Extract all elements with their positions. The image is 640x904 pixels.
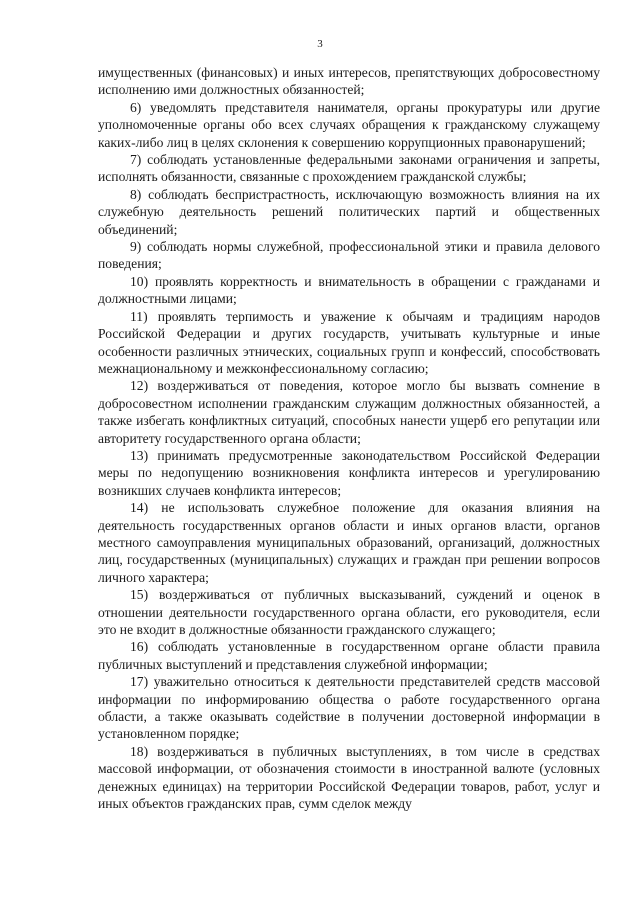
paragraph-item-13: 13) принимать предусмотренные законодательством Российской Федерации меры по недопущению возникновения конфликта интересов и урегулированию возникших случаев конфликта интересов; [98,447,600,498]
document-body [98,64,600,812]
paragraph-item-14: 14) не использовать служебное положение для оказания влияния на деятельность государственных органов области и иных органов власти, органов местного самоуправления муниципальных образований, организаций, должностных лиц, государственных (муниципальных) служащих и граждан при решении вопросов личного характера; [98,500,600,585]
paragraph-item-6: 6) уведомлять представителя нанимателя, органы прокуратуры или другие уполномоченные органы обо всех случаях обращения к гражданскому служащему каких-либо лиц в целях склонения к совершению коррупционных правонарушений; [98,99,600,150]
paragraph-item-16: 16) соблюдать установленные в государственном органе области правила публичных выступлений и представления служебной информации; [98,639,600,672]
paragraph-item-15: 15) воздерживаться от публичных высказываний, суждений и оценок в отношении деятельности государственного органа области, его руководителя, если это не входит в должностные обязанности гражданского служащего; [98,587,600,637]
paragraph-item-10: 10) проявлять корректность и внимательность в обращении с гражданами и должностными лицами; [98,273,600,307]
paragraph-item-11: 11) проявлять терпимость и уважение к обычаям и традициям народов Российской Федерации и других государств, учитывать культурные и иные особенности различных этнических, социальных групп и конфессий, способствовать межнациональному и межконфессиональному согласию; [98,308,600,376]
page-number: 3 [317,38,323,50]
paragraph-item-7: 7) соблюдать установленные федеральными законами ограничения и запреты, исполнять обязанности, связанные с прохождением гражданской службы; [98,152,600,185]
paragraph-item-17: 17) уважительно относиться к деятельности представителей средств массовой информации по информированию общества о работе государственного органа области, а также оказывать содействие в получении достоверной информации в установленном порядке; [98,674,600,742]
paragraph-item-9: 9) соблюдать нормы служебной, профессиональной этики и правила делового поведения; [98,239,600,272]
paragraph-item-18: 18) воздерживаться в публичных выступлениях, в том числе в средствах массовой информации, от обозначения стоимости в иностранной валюте (условных денежных единицах) на территории Российской Федерации товаров, работ, услуг и иных объектов гражданских прав, сумм сделок между [98,743,600,812]
paragraph-item-12: 12) воздерживаться от поведения, которое могло бы вызвать сомнение в добросовестном исполнении гражданским служащим должностных обязанностей, а также избегать конфликтных ситуаций, способных нанести ущерб его репутации или авторитету государственного органа области; [98,378,600,446]
paragraph-continuation: имущественных (финансовых) и иных интересов, препятствующих добросовестному исполнению ими должностных обязанностей; [98,65,600,98]
paragraph-item-8: 8) соблюдать беспристрастность, исключающую возможность влияния на их служебную деятельность решений политических партий и общественных объединений; [98,186,600,237]
